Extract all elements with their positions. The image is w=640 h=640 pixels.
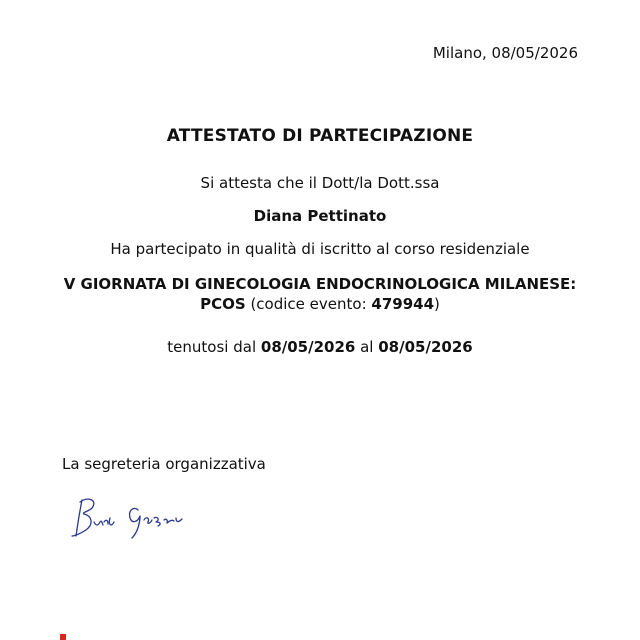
secretariat-label: La segreteria organizzativa <box>62 455 266 473</box>
certificate-title: ATTESTATO DI PARTECIPAZIONE <box>166 126 474 146</box>
brand-mark <box>60 634 66 640</box>
course-title-line2: PCOS <box>200 295 246 313</box>
event-code-label: (codice evento: <box>245 295 372 313</box>
signature-icon <box>68 492 198 548</box>
event-code: 479944 <box>371 295 435 313</box>
course-block <box>40 274 600 314</box>
course-title-line1: V GIORNATA DI GINECOLOGIA ENDOCRINOLOGICA MILANESE: <box>63 275 577 293</box>
event-dates <box>0 338 640 356</box>
attestation-intro: Si attesta che il Dott/la Dott.ssa <box>200 174 440 192</box>
dates-prefix: tenutosi dal <box>167 338 261 356</box>
dates-middle: al <box>355 338 379 356</box>
participant-name: Diana Pettinato <box>253 207 387 225</box>
place-date: Milano, 08/05/2026 <box>432 44 578 62</box>
date-to: 08/05/2026 <box>378 338 473 356</box>
participation-text: Ha partecipato in qualità di iscritto al corso residenziale <box>110 240 530 258</box>
event-code-close: ) <box>434 295 440 313</box>
date-from: 08/05/2026 <box>260 338 356 356</box>
